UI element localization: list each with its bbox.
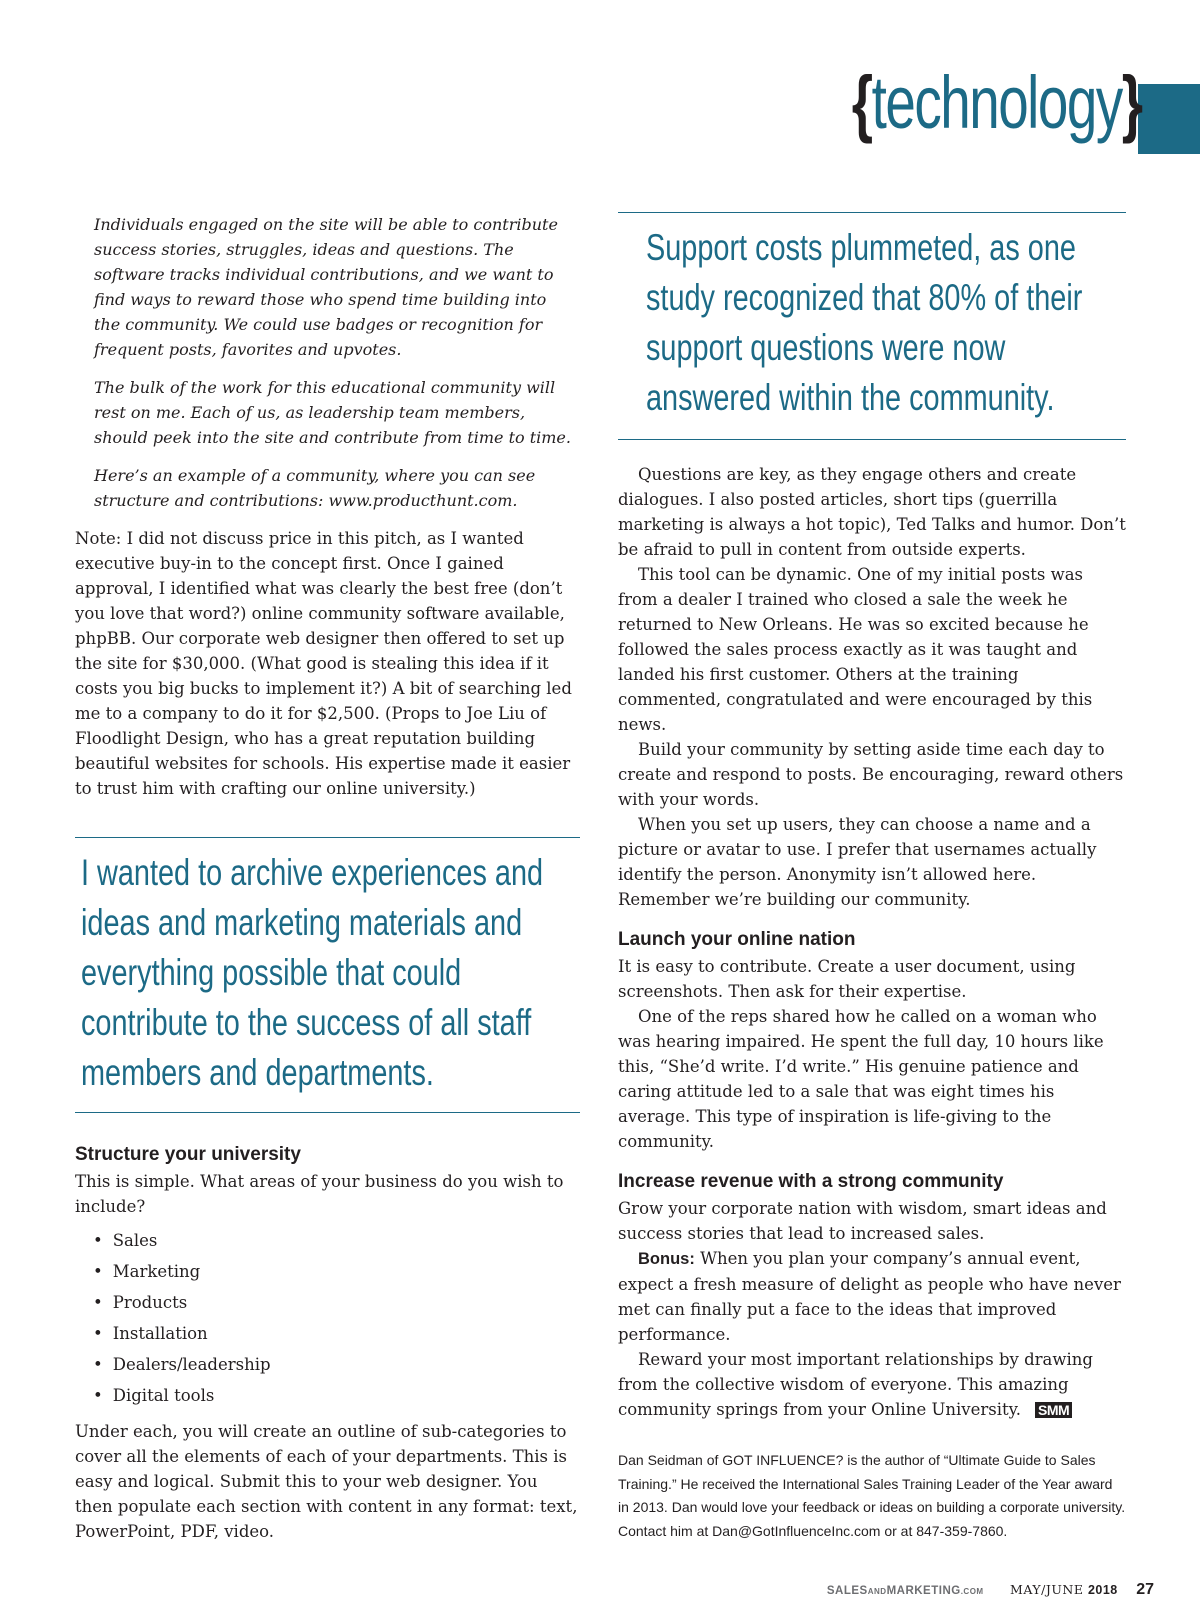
section-title: technology: [872, 61, 1123, 144]
structure-outro: Under each, you will create an outline of sub-categories to cover all the elements of each of your departments. This is easy and logical. Submit this to your web designer. You then populate each section with content in any format: text, PowerPoint, PDF, video.: [75, 1422, 578, 1541]
issue-month: MAY/JUNE: [1010, 1582, 1084, 1597]
closing-paragraph: [618, 1347, 1126, 1423]
list-item: • Sales: [93, 1225, 580, 1256]
bonus-text: When you plan your company’s annual event, expect a fresh measure of delight as people who have never met can finally put a face to the ideas that improved performance.: [618, 1249, 1121, 1344]
list-item: • Dealers/leadership: [93, 1349, 580, 1380]
list-item: • Digital tools: [93, 1380, 580, 1411]
list-item: • Installation: [93, 1318, 580, 1349]
revenue-heading: Increase revenue with a strong community: [618, 1171, 1004, 1192]
note-paragraph: Note: I did not discuss price in this pitch, as I wanted executive buy-in to the concept first. Once I gained approval, I identified what was clearly the best free (don’t you love that word?) online community software available, phpBB. Our corporate web designer then offered to set up the site for $30,000. (What good is stealing this idea if it costs you big bucks to implement it?) A bit of searching led me to a company to do it for $2,500. (Props to Joe Liu of Floodlight Design, who has a great reputation building beautiful websites for schools. His expertise made it easier to trust him with crafting our online university.): [75, 529, 572, 798]
pull-quote-right-text: Support costs plummeted, as one study recognized that 80% of their support questions were now answered within the community.: [646, 227, 1083, 418]
list-item: • Products: [93, 1287, 580, 1318]
section-header: [852, 60, 1142, 145]
list-item: • Marketing: [93, 1256, 580, 1287]
body-paragraph: Questions are key, as they engage others and create dialogues. I also posted articles, short tips (guerrilla marketing is always a hot topic), Ted Talks and humor. Don’t be afraid to pull in content from outside experts.: [618, 465, 1126, 559]
pull-quote-left-text: I wanted to archive experiences and ideas and marketing materials and everything possible that could contribute to the success of all staff members and departments.: [81, 852, 544, 1093]
bonus-paragraph: [618, 1246, 1126, 1347]
page-footer: [827, 1581, 1154, 1599]
site-part: SALES: [826, 1585, 868, 1597]
structure-intro: This is simple. What areas of your business do you wish to include?: [75, 1172, 564, 1216]
pull-quote-right: [618, 212, 1126, 440]
revenue-paragraph: Grow your corporate nation with wisdom, smart ideas and success stories that lead to increased sales.: [618, 1199, 1107, 1243]
body-paragraph: Build your community by setting aside time each day to create and respond to posts. Be encouraging, reward others with your words.: [618, 740, 1124, 809]
footer-issue: [1010, 1582, 1118, 1597]
closing-text: Reward your most important relationships by drawing from the collective wisdom of everyone. This amazing community springs from your Online University.: [618, 1350, 1093, 1419]
right-column: [618, 212, 1126, 1543]
launch-paragraph-1: It is easy to contribute. Create a user document, using screenshots. Then ask for their expertise.: [618, 957, 1076, 1001]
left-column: [75, 212, 580, 1544]
italic-paragraph-3: Here’s an example of a community, where you can see structure and contributions: www.producthunt.com.: [94, 466, 536, 510]
italic-paragraph-1: Individuals engaged on the site will be able to contribute success stories, struggles, ideas and questions. The software tracks individual contributions, and we want to find ways to reward those who spend time building into the community. We could use badges or recognition for frequent posts, favorites and upvotes.: [94, 215, 558, 359]
structure-heading: Structure your university: [75, 1144, 301, 1165]
pull-quote-left: [75, 837, 580, 1113]
body-paragraph: This tool can be dynamic. One of my initial posts was from a dealer I trained who closed a sale the week he returned to New Orleans. He was so excited because he followed the sales process exactly as it was taught and landed his first customer. Others at the training commented, congratulated and were encouraged by this news.: [618, 565, 1093, 734]
footer-site: [827, 1585, 984, 1597]
bonus-label: Bonus:: [638, 1250, 695, 1268]
end-mark-logo: SMM: [1035, 1402, 1072, 1418]
site-part: AND: [867, 1587, 887, 1596]
launch-heading: Launch your online nation: [618, 929, 856, 950]
department-list: [93, 1225, 580, 1411]
open-brace: {: [852, 61, 873, 144]
site-part: MARKETING: [886, 1585, 961, 1597]
site-part: .COM: [960, 1587, 984, 1596]
close-brace: }: [1122, 61, 1142, 144]
italic-paragraph-2: The bulk of the work for this educational community will rest on me. Each of us, as leadership team members, should peek into the site and contribute from time to time.: [94, 378, 571, 447]
header-accent-bar: [1138, 84, 1200, 154]
body-paragraph: When you set up users, they can choose a name and a picture or avatar to use. I prefer that usernames actually identify the person. Anonymity isn’t allowed here. Remember we’re building our community.: [618, 815, 1097, 909]
page-number: 27: [1136, 1581, 1154, 1598]
author-bio: Dan Seidman of GOT INFLUENCE? is the author of “Ultimate Guide to Sales Training.” He received the International Sales Training Leader of the Year award in 2013. Dan would love your feedback or ideas on building a corporate university. Contact him at Dan@GotInfluenceInc.com or at 847-359-7860.: [618, 1452, 1126, 1539]
launch-paragraph-2: One of the reps shared how he called on a woman who was hearing impaired. He spent the full day, 10 hours like this, “She’d write. I’d write.” His genuine patience and caring attitude led to a sale that was eight times his average. This type of inspiration is life-giving to the community.: [618, 1007, 1104, 1151]
issue-year: 2018: [1087, 1583, 1118, 1597]
